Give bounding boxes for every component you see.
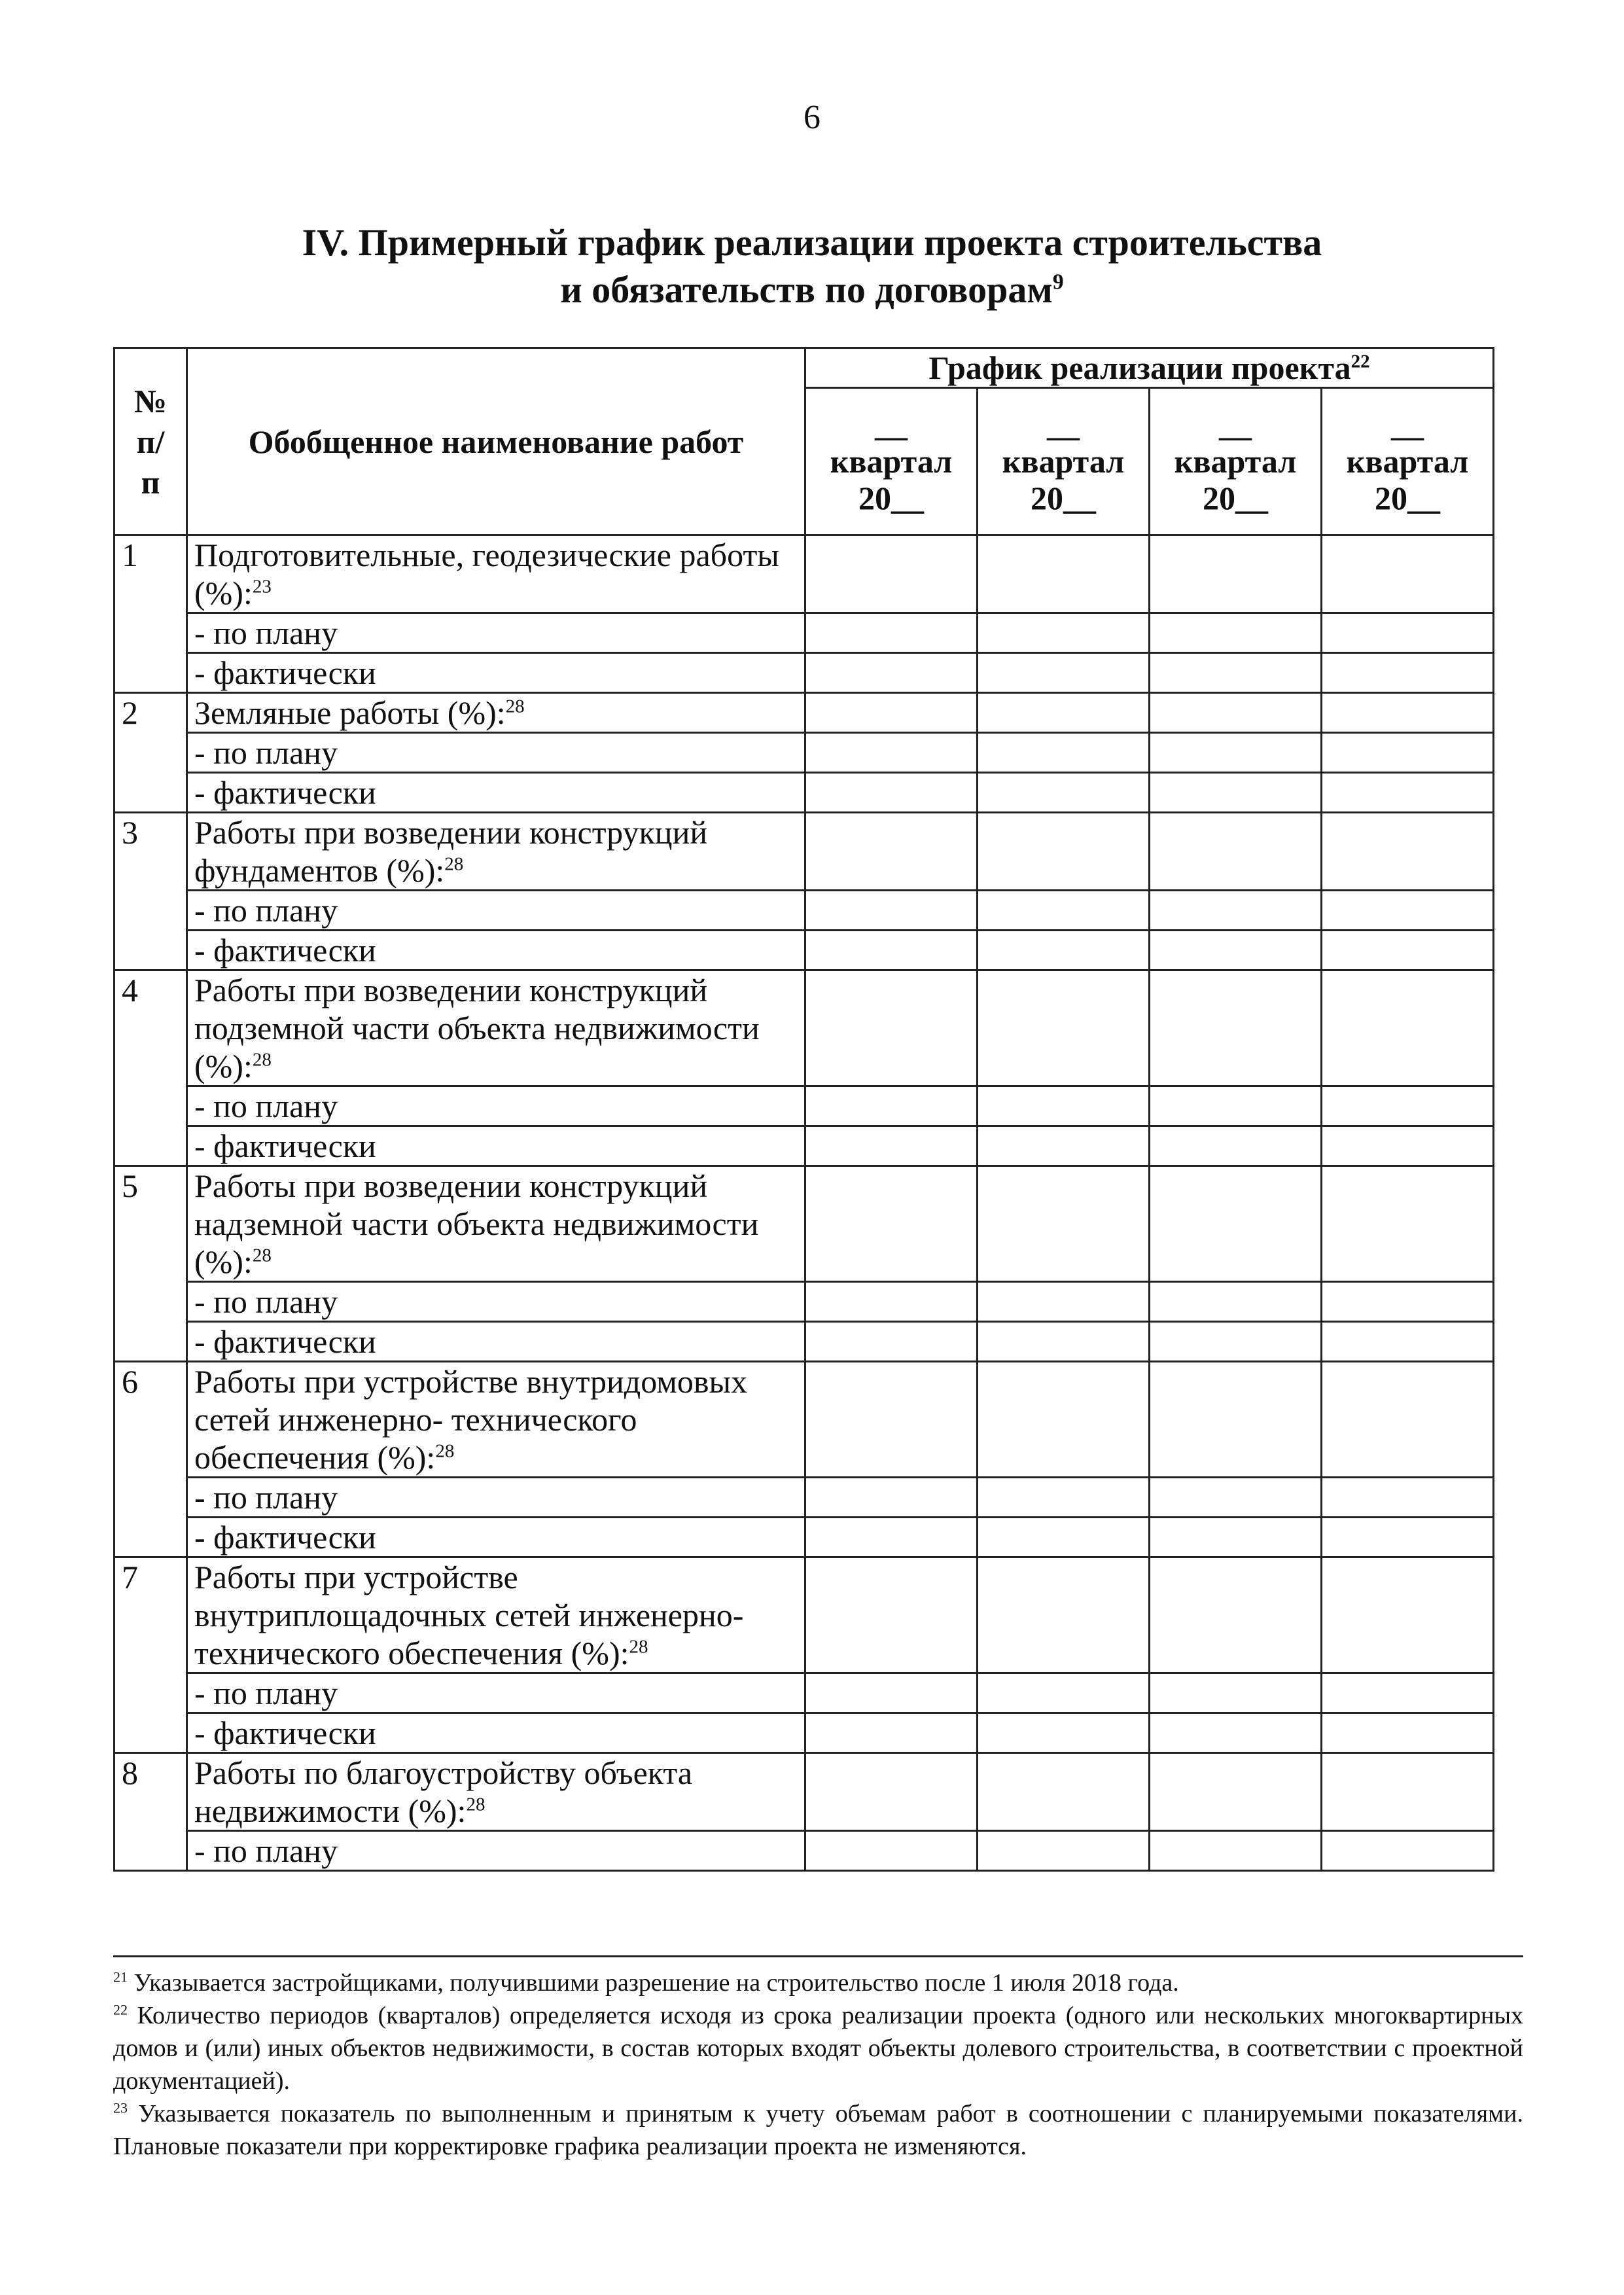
schedule-cell: [1322, 1086, 1494, 1126]
schedule-cell: [978, 1518, 1150, 1557]
schedule-cell: [978, 733, 1150, 773]
schedule-cell: [1322, 813, 1494, 891]
schedule-cell: [978, 1831, 1150, 1871]
plan-label: - по плану: [187, 1478, 805, 1518]
schedule-cell: [805, 1362, 978, 1478]
plan-label: - по плану: [187, 733, 805, 773]
header-number-line: п/: [136, 423, 165, 460]
work-title-text: Работы при возведении конструкций фундаментов (%):: [194, 814, 708, 889]
schedule-cell: [805, 1322, 978, 1362]
schedule-cell: [978, 773, 1150, 813]
quarter-label: квартал: [830, 443, 953, 480]
schedule-cell: [1150, 1557, 1322, 1673]
schedule-cell: [1150, 1282, 1322, 1322]
header-number-line: №: [133, 382, 168, 419]
schedule-cell: [1322, 1518, 1494, 1557]
schedule-cell: [1150, 1086, 1322, 1126]
schedule-cell: [1150, 535, 1322, 613]
fact-label: - фактически: [187, 653, 805, 693]
work-title-text: Работы при устройстве внутриплощадочных сетей инженерно-технического обеспечения (%):: [194, 1559, 744, 1671]
row-number: 2: [115, 693, 187, 813]
work-title-text: Работы по благоустройству объекта недвижимости (%):: [194, 1754, 693, 1829]
schedule-cell: [1150, 653, 1322, 693]
schedule-cell: [805, 891, 978, 931]
schedule-cell: [1322, 613, 1494, 653]
schedule-cell: [978, 535, 1150, 613]
schedule-cell: [805, 1831, 978, 1871]
schedule-cell: [978, 813, 1150, 891]
schedule-cell: [978, 1362, 1150, 1478]
schedule-cell: [805, 733, 978, 773]
schedule-cell: [805, 535, 978, 613]
schedule-cell: [978, 1478, 1150, 1518]
schedule-cell: [1322, 1282, 1494, 1322]
work-title: [187, 693, 805, 733]
table-header: [115, 348, 1494, 535]
header-schedule-text: График реализации проекта: [928, 349, 1351, 386]
plan-label: - по плану: [187, 1673, 805, 1713]
schedule-cell: [1150, 1831, 1322, 1871]
schedule-cell: [1150, 1753, 1322, 1831]
schedule-cell: [978, 1126, 1150, 1166]
work-title-text: Земляные работы (%):: [194, 694, 506, 731]
work-title-text: Работы при устройстве внутридомовых сетей инженерно- технического обеспечения (%):: [194, 1363, 748, 1476]
schedule-cell: [805, 1518, 978, 1557]
plan-label: - по плану: [187, 891, 805, 931]
table-row: [115, 891, 1494, 931]
schedule-table: [113, 347, 1494, 1872]
schedule-cell: [978, 1086, 1150, 1126]
schedule-cell: [1150, 813, 1322, 891]
table-row: [115, 1478, 1494, 1518]
schedule-cell: [1322, 1753, 1494, 1831]
table-row: [115, 1557, 1494, 1673]
title-line-2: [0, 266, 1624, 313]
schedule-cell: [805, 613, 978, 653]
schedule-cell: [1150, 1478, 1322, 1518]
schedule-cell: [1150, 733, 1322, 773]
schedule-cell: [978, 1322, 1150, 1362]
schedule-cell: [805, 970, 978, 1086]
table-row: [115, 773, 1494, 813]
schedule-cell: [1150, 773, 1322, 813]
quarter-blank: __: [1219, 406, 1252, 443]
schedule-cell: [1150, 1362, 1322, 1478]
schedule-cell: [1322, 693, 1494, 733]
schedule-cell: [1322, 1713, 1494, 1753]
schedule-cell: [805, 1478, 978, 1518]
footnote-number: 22: [113, 2001, 128, 2018]
schedule-cell: [1322, 1362, 1494, 1478]
fact-label: - фактически: [187, 931, 805, 970]
schedule-cell: [978, 1673, 1150, 1713]
header-schedule-footnote-ref: 22: [1350, 351, 1370, 372]
table-row: [115, 1126, 1494, 1166]
schedule-cell: [1322, 1673, 1494, 1713]
row-number: 1: [115, 535, 187, 693]
table-body: [115, 535, 1494, 1871]
work-title: [187, 1166, 805, 1282]
header-quarter: [978, 388, 1150, 535]
schedule-cell: [978, 693, 1150, 733]
schedule-cell: [1150, 970, 1322, 1086]
page-number: 6: [803, 99, 821, 136]
work-title-footnote-ref: 28: [444, 853, 464, 875]
table-row: [115, 1831, 1494, 1871]
fact-label: - фактически: [187, 1126, 805, 1166]
schedule-cell: [1322, 970, 1494, 1086]
work-title-text: Работы при возведении конструкций надземной части объекта недвижимости (%):: [194, 1167, 759, 1280]
plan-label: - по плану: [187, 1831, 805, 1871]
header-quarter: [1150, 388, 1322, 535]
plan-label: - по плану: [187, 1282, 805, 1322]
schedule-cell: [978, 1166, 1150, 1282]
row-number: 3: [115, 813, 187, 970]
fact-label: - фактически: [187, 1322, 805, 1362]
schedule-cell: [805, 1086, 978, 1126]
schedule-cell: [1322, 1557, 1494, 1673]
schedule-cell: [805, 813, 978, 891]
plan-label: - по плану: [187, 1086, 805, 1126]
quarter-blank: __: [1047, 406, 1080, 443]
footnote-divider: [113, 1955, 1523, 1957]
quarter-blank: __: [875, 406, 908, 443]
schedule-cell: [1150, 891, 1322, 931]
header-number: [115, 348, 187, 535]
table-row: [115, 1518, 1494, 1557]
work-title-footnote-ref: 23: [252, 576, 272, 597]
table-row: [115, 1166, 1494, 1282]
schedule-cell: [805, 653, 978, 693]
work-title-footnote-ref: 28: [435, 1440, 455, 1462]
table-row: [115, 1362, 1494, 1478]
fact-label: - фактически: [187, 1713, 805, 1753]
schedule-cell: [1322, 891, 1494, 931]
table-row: [115, 613, 1494, 653]
footnote-text: Указывается показатель по выполненным и принятым к учету объемам работ в соотношении с планируемыми показателями. Плановые показатели при корректировке графика реализации проекта не изменяются.: [113, 2100, 1523, 2160]
table-row: [115, 1713, 1494, 1753]
work-title-text: Работы при возведении конструкций подземной части объекта недвижимости (%):: [194, 972, 760, 1084]
schedule-cell: [978, 1713, 1150, 1753]
schedule-cell: [805, 1753, 978, 1831]
schedule-cell: [1322, 931, 1494, 970]
footnote-number: 23: [113, 2099, 128, 2116]
schedule-cell: [1322, 535, 1494, 613]
table-row: [115, 1282, 1494, 1322]
quarter-year: 20__: [1203, 480, 1268, 516]
schedule-cell: [978, 1282, 1150, 1322]
header-quarter: [805, 388, 978, 535]
work-title-footnote-ref: 28: [505, 696, 525, 717]
quarter-label: квартал: [1346, 443, 1469, 480]
schedule-cell: [805, 1557, 978, 1673]
schedule-cell: [1322, 1126, 1494, 1166]
work-title-footnote-ref: 28: [629, 1636, 648, 1658]
title-line-2-text: и обязательств по договорам: [560, 268, 1053, 311]
table-row: [115, 1753, 1494, 1831]
quarter-label: квартал: [1002, 443, 1125, 480]
work-title: [187, 1753, 805, 1831]
schedule-cell: [1150, 1518, 1322, 1557]
header-schedule: [805, 348, 1494, 388]
schedule-cell: [1322, 1831, 1494, 1871]
schedule-cell: [978, 653, 1150, 693]
fact-label: - фактически: [187, 1518, 805, 1557]
footnote: [113, 1999, 1523, 2097]
table-row: [115, 693, 1494, 733]
table-row: [115, 535, 1494, 613]
section-title: [0, 219, 1624, 313]
work-title-footnote-ref: 28: [252, 1245, 272, 1266]
schedule-cell: [978, 970, 1150, 1086]
table-row: [115, 970, 1494, 1086]
footnote: [113, 1966, 1523, 1999]
title-line-1: IV. Примерный график реализации проекта строительства: [302, 221, 1322, 264]
footnote-text: Указывается застройщиками, получившими разрешение на строительство после 1 июля 2018 года.: [133, 1969, 1179, 1997]
schedule-cell: [1322, 1166, 1494, 1282]
schedule-cell: [1150, 1673, 1322, 1713]
row-number: 6: [115, 1362, 187, 1557]
row-number: 5: [115, 1166, 187, 1362]
work-title: [187, 813, 805, 891]
schedule-cell: [1150, 613, 1322, 653]
table-row: [115, 1673, 1494, 1713]
schedule-cell: [805, 1713, 978, 1753]
footnote: [113, 2097, 1523, 2163]
schedule-cell: [978, 891, 1150, 931]
work-title: [187, 1557, 805, 1673]
table-row: [115, 653, 1494, 693]
footnote-text: Количество периодов (кварталов) определяется исходя из срока реализации проекта (одного или нескольких многоквартирных домов и (или) иных объектов недвижимости, в состав которых входят объекты долевого строительства, в соответствии с проектной документацией).: [113, 2002, 1524, 2095]
schedule-cell: [1150, 1166, 1322, 1282]
schedule-cell: [1322, 1322, 1494, 1362]
footnotes: [113, 1966, 1523, 2163]
schedule-cell: [805, 931, 978, 970]
row-number: 4: [115, 970, 187, 1166]
table-row: [115, 733, 1494, 773]
schedule-cell: [1322, 733, 1494, 773]
schedule-cell: [805, 1126, 978, 1166]
work-title-text: Подготовительные, геодезические работы (%):: [194, 537, 779, 611]
schedule-cell: [1322, 1478, 1494, 1518]
title-footnote-ref: 9: [1052, 270, 1064, 294]
table-row: [115, 813, 1494, 891]
footnote-number: 21: [113, 1968, 128, 1985]
table-row: [115, 1086, 1494, 1126]
schedule-cell: [1322, 773, 1494, 813]
schedule-cell: [1150, 1713, 1322, 1753]
table-row: [115, 1322, 1494, 1362]
quarter-blank: __: [1391, 406, 1424, 443]
work-title: [187, 1362, 805, 1478]
schedule-cell: [1150, 1322, 1322, 1362]
work-title-footnote-ref: 28: [252, 1049, 272, 1071]
schedule-cell: [978, 1753, 1150, 1831]
quarter-year: 20__: [1375, 480, 1441, 516]
work-title: [187, 970, 805, 1086]
work-title: [187, 535, 805, 613]
quarter-label: квартал: [1174, 443, 1297, 480]
row-number: 8: [115, 1753, 187, 1871]
schedule-cell: [805, 1166, 978, 1282]
header-quarter: [1322, 388, 1494, 535]
schedule-cell: [1150, 1126, 1322, 1166]
schedule-cell: [805, 1673, 978, 1713]
header-work-name: Обобщенное наименование работ: [187, 348, 805, 535]
plan-label: - по плану: [187, 613, 805, 653]
schedule-cell: [1322, 653, 1494, 693]
schedule-cell: [1150, 931, 1322, 970]
schedule-cell: [805, 693, 978, 733]
schedule-cell: [978, 1557, 1150, 1673]
table-row: [115, 931, 1494, 970]
quarter-year: 20__: [858, 480, 924, 516]
schedule-cell: [978, 931, 1150, 970]
schedule-cell: [978, 613, 1150, 653]
quarter-year: 20__: [1031, 480, 1096, 516]
schedule-cell: [1150, 693, 1322, 733]
row-number: 7: [115, 1557, 187, 1753]
fact-label: - фактически: [187, 773, 805, 813]
work-title-footnote-ref: 28: [466, 1794, 485, 1815]
schedule-cell: [805, 1282, 978, 1322]
header-number-line: п: [141, 463, 160, 501]
schedule-cell: [805, 773, 978, 813]
